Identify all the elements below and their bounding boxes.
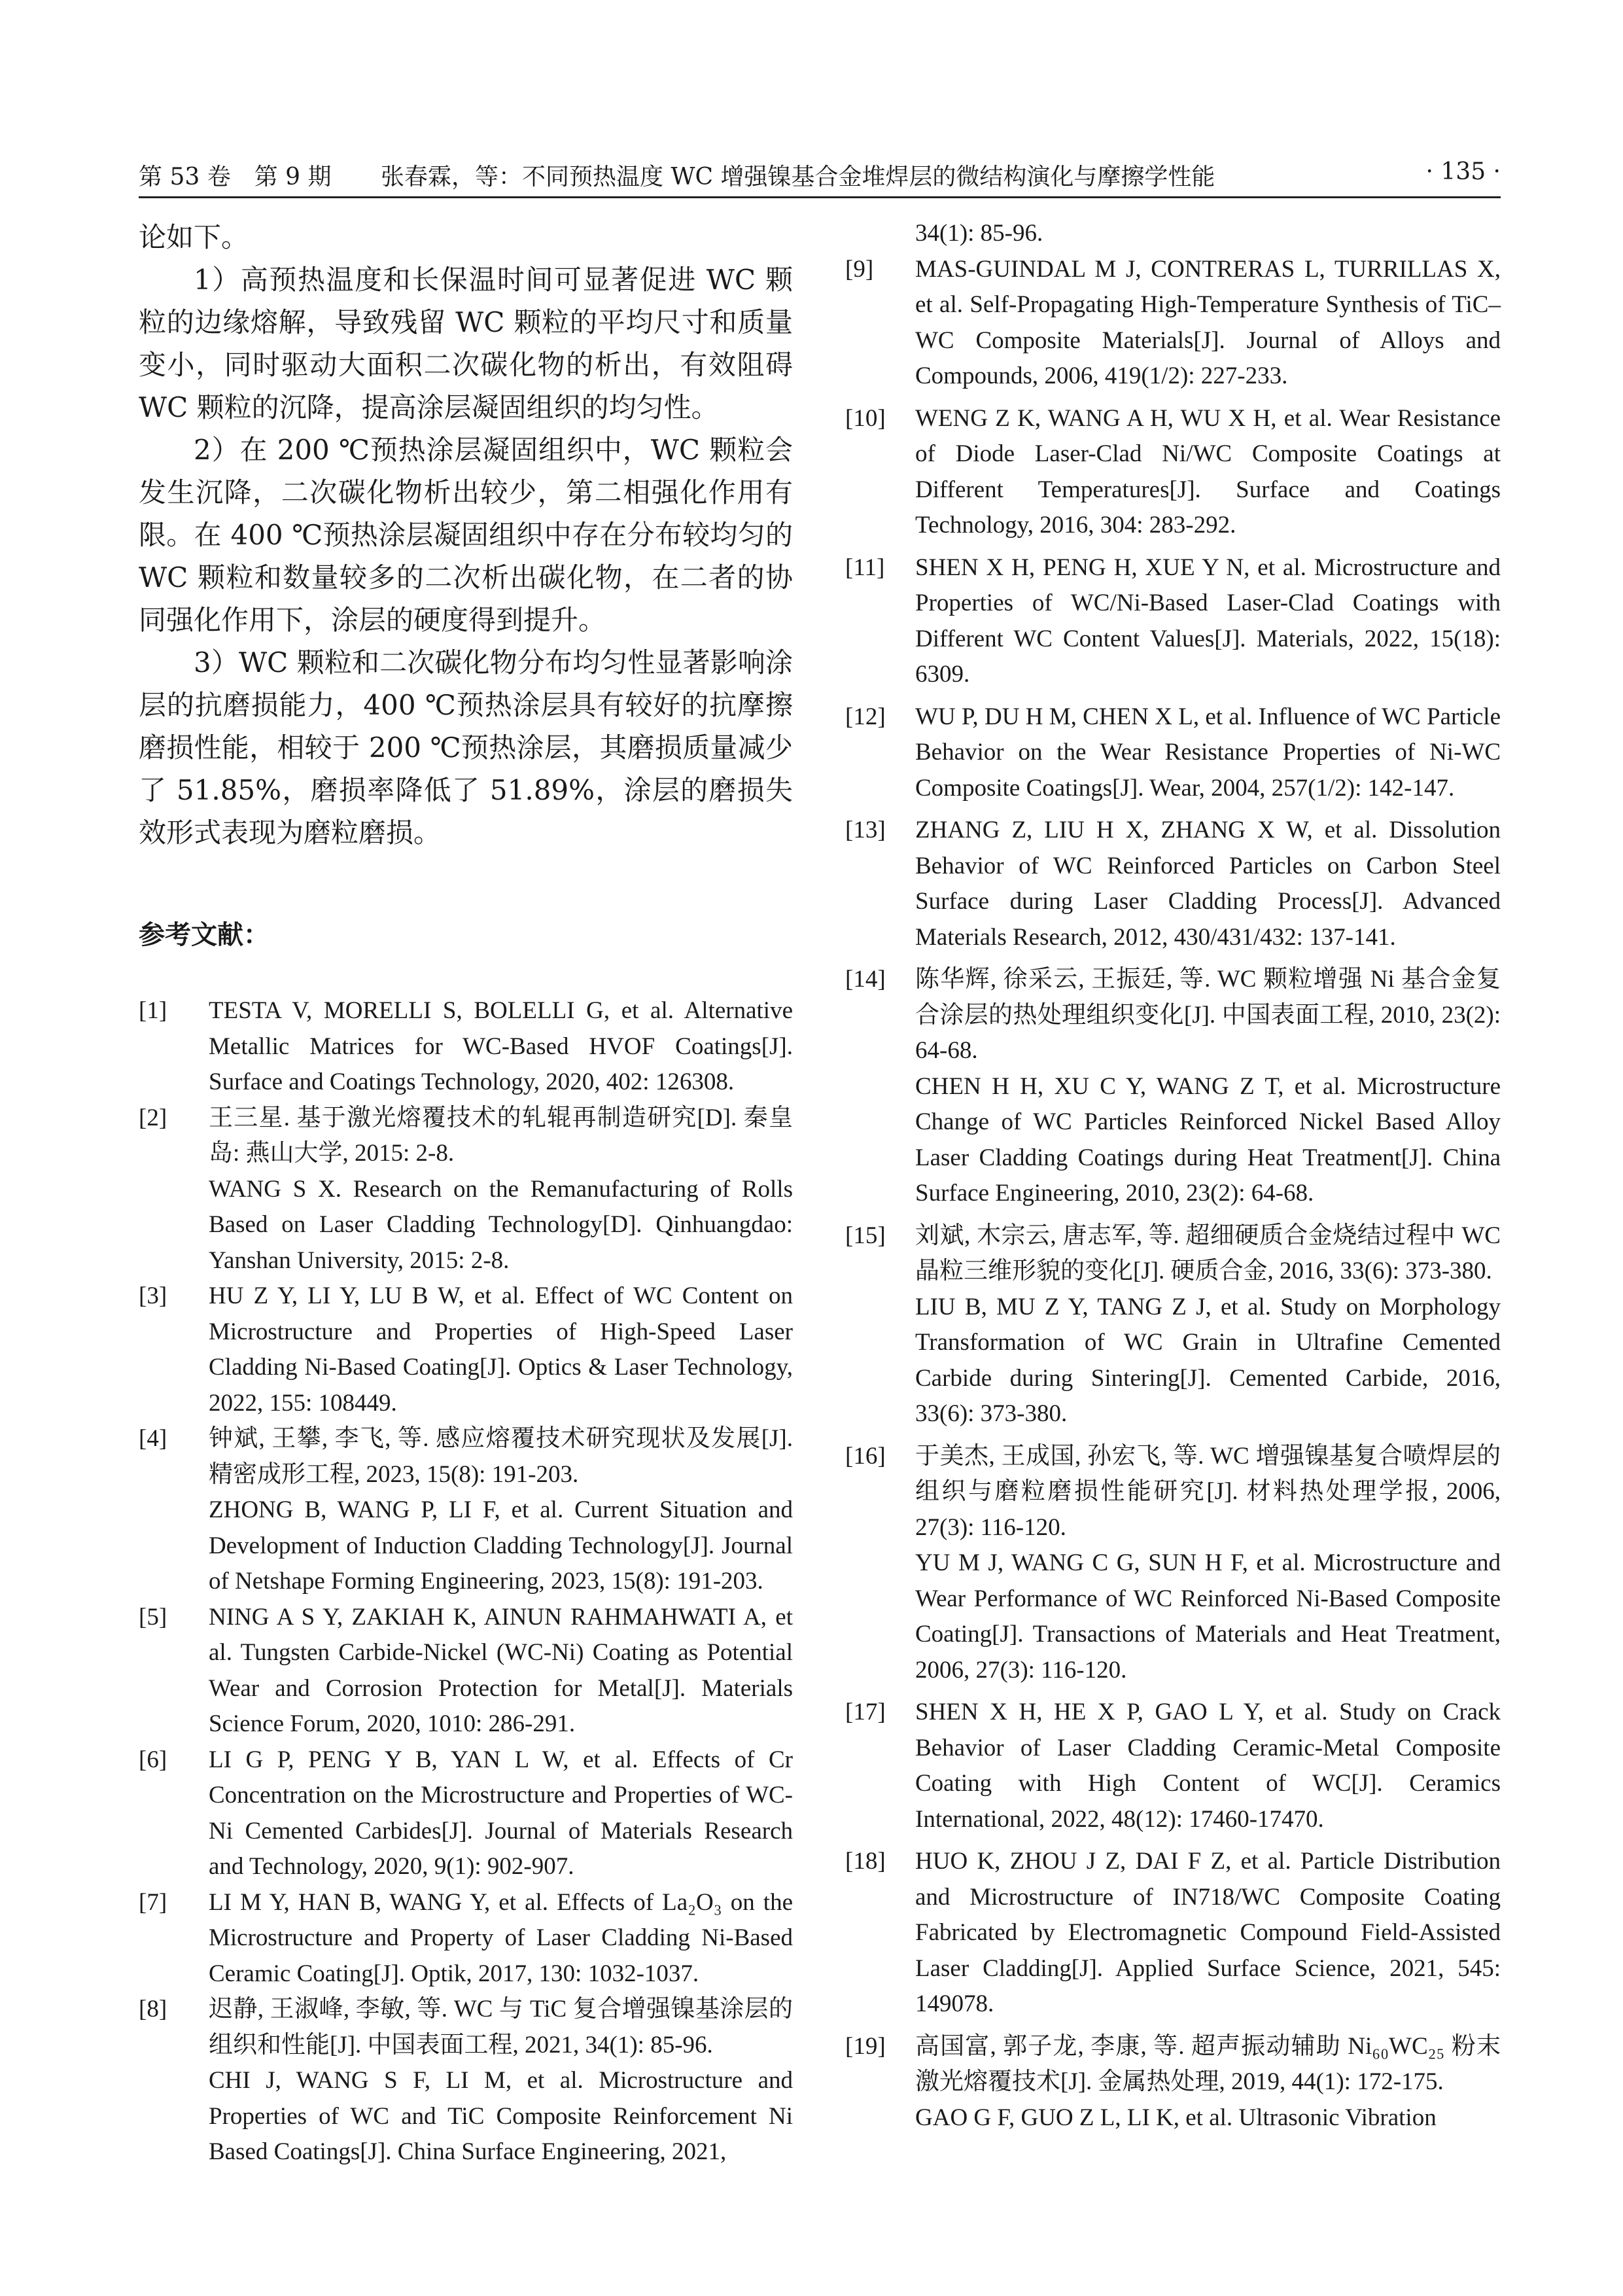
reference-number: [14] bbox=[845, 966, 886, 993]
reference-number: [11] bbox=[845, 554, 885, 581]
reference-number: [18] bbox=[845, 1848, 886, 1875]
reference-line: HU Z Y, LI Y, LU B W, et al. Effect of WC Content on Microstructure and Properties of High-Speed Laser Cladding Ni-Based Coating[J]. Optics & Laser Technology, 2022, 155: 108449. bbox=[209, 1282, 793, 1417]
reference-line: LIU B, MU Z Y, TANG Z J, et al. Study on Morphology Transformation of WC Grain in Ultrafine Cemented Carbide during Sintering[J]. Cemented Carbide, 2016, 33(6): 373-380. bbox=[915, 1293, 1501, 1427]
reference-line: SHEN X H, HE X P, GAO L Y, et al. Study on Crack Behavior of Laser Cladding Ceramic-Metal Composite Coating with High Content of WC[J]. Ceramics International, 2022, 48(12): 17460-17470. bbox=[915, 1699, 1501, 1833]
reference-number: [1] bbox=[139, 997, 167, 1024]
header-divider bbox=[139, 196, 1501, 198]
conclusion-1: 1）高预热温度和长保温时间可显著促进 WC 颗粒的边缘熔解，导致残留 WC 颗粒的平均尺寸和质量变小，同时驱动大面积二次碳化物的析出，有效阻碍 WC 颗粒的沉降，提高涂层凝固组织的均匀性。 bbox=[139, 264, 793, 423]
reference-line: LI M Y, HAN B, WANG Y, et al. Effects of La₂O₃ on the Microstructure and Property of Laser Cladding Ni-Based Ceramic Coating[J]. Optik, 2017, 130: 1032-1037. bbox=[209, 1888, 793, 1987]
reference-entry bbox=[845, 699, 1501, 807]
reference-line: 迟静, 王淑峰, 李敏, 等. WC 与 TiC 复合增强镍基涂层的组织和性能[J]. 中国表面工程, 2021, 34(1): 85-96. bbox=[209, 1996, 793, 2058]
reference-entry bbox=[845, 252, 1501, 395]
reference-line: 刘斌, 木宗云, 唐志军, 等. 超细硬质合金烧结过程中 WC 晶粒三维形貌的变化[J]. 硬质合金, 2016, 33(6): 373-380. bbox=[915, 1222, 1501, 1284]
reference-entry bbox=[845, 1439, 1501, 1689]
reference-number: [8] bbox=[139, 1996, 167, 2022]
reference-entry bbox=[139, 1742, 793, 1885]
reference-entry bbox=[845, 401, 1501, 544]
reference-continuation: 34(1): 85-96. bbox=[915, 220, 1043, 247]
reference-entry bbox=[139, 1600, 793, 1742]
reference-line: CHEN H H, XU C Y, WANG Z T, et al. Microstructure Change of WC Particles Reinforced Nickel Based Alloy Laser Cladding Coatings during Heat Treatment[J]. China Surface Engineering, 2010, 23(2): 64-68. bbox=[915, 1072, 1501, 1207]
reference-number: [19] bbox=[845, 2032, 886, 2060]
reference-line: ZHANG Z, LIU H X, ZHANG X W, et al. Dissolution Behavior of WC Reinforced Particles on Carbon Steel Surface during Laser Cladding Process[J]. Advanced Materials Research, 2012, 430/431/432: 137-141. bbox=[915, 817, 1501, 951]
reference-entry bbox=[139, 1101, 793, 1279]
reference-text bbox=[915, 813, 1501, 955]
reference-entry bbox=[845, 1844, 1501, 2022]
reference-entry bbox=[139, 1279, 793, 1421]
reference-text bbox=[209, 1101, 793, 1279]
reference-number: [9] bbox=[845, 255, 874, 283]
reference-text bbox=[209, 1992, 793, 2170]
reference-line: MAS-GUINDAL M J, CONTRERAS L, TURRILLAS X, et al. Self-Propagating High-Temperature Synthesis of TiC–WC Composite Materials[J]. Journal of Alloys and Compounds, 2006, 419(1/2): 227-233. bbox=[915, 255, 1501, 389]
reference-line: WU P, DU H M, CHEN X L, et al. Influence of WC Particle Behavior on the Wear Resistance Properties of Ni-WC Composite Coatings[J]. Wear, 2004, 257(1/2): 142-147. bbox=[915, 703, 1501, 802]
reference-number: [2] bbox=[139, 1104, 167, 1131]
reference-line: WENG Z K, WANG A H, WU X H, et al. Wear Resistance of Diode Laser-Clad Ni/WC Composite Coatings at Different Temperatures[J]. Surface and Coatings Technology, 2016, 304: 283-292. bbox=[915, 404, 1501, 539]
reference-entry bbox=[139, 1992, 793, 2170]
reference-text bbox=[209, 1421, 793, 1600]
reference-text bbox=[915, 699, 1501, 807]
reference-text bbox=[209, 993, 793, 1101]
reference-line: NING A S Y, ZAKIAH K, AINUN RAHMAHWATI A, et al. Tungsten Carbide-Nickel (WC-Ni) Coating as Potential Wear and Corrosion Protection for Metal[J]. Materials Science Forum, 2020, 1010: 286-291. bbox=[209, 1603, 793, 1737]
conclusion-3: 3）WC 颗粒和二次碳化物分布均匀性显著影响涂层的抗磨损能力，400 ℃预热涂层具有较好的抗摩擦磨损性能，相较于 200 ℃预热涂层，其磨损质量减少了 51.85%，磨损率降低了 51.89%，涂层的磨损失效形式表现为磨粒磨损。 bbox=[139, 646, 793, 849]
reference-text bbox=[915, 1218, 1501, 1432]
reference-entry bbox=[845, 1695, 1501, 1837]
reference-number: [17] bbox=[845, 1699, 886, 1725]
reference-number: [6] bbox=[139, 1746, 167, 1773]
reference-entry bbox=[139, 993, 793, 1101]
references-heading: 参考文献： bbox=[139, 920, 270, 950]
right-column bbox=[845, 216, 1501, 2136]
reference-line: 于美杰, 王成国, 孙宏飞, 等. WC 增强镍基复合喷焊层的组织与磨粒磨损性能研究[J]. 材料热处理学报, 2006, 27(3): 116-120. bbox=[915, 1442, 1501, 1541]
reference-number: [3] bbox=[139, 1282, 167, 1309]
reference-entry bbox=[139, 1885, 793, 1992]
reference-line: SHEN X H, PENG H, XUE Y N, et al. Microstructure and Properties of WC/Ni-Based Laser-Clad Coatings with Different WC Content Values[J]. Materials, 2022, 15(18): 6309. bbox=[915, 554, 1501, 688]
reference-line: CHI J, WANG S F, LI M, et al. Microstructure and Properties of WC and TiC Composite Reinforcement Ni Based Coatings[J]. China Surface Engineering, 2021, bbox=[209, 2067, 793, 2165]
reference-text bbox=[915, 1695, 1501, 1837]
reference-text bbox=[209, 1885, 793, 1992]
reference-text bbox=[915, 962, 1501, 1212]
reference-line: 王三星. 基于激光熔覆技术的轧辊再制造研究[D]. 秦皇岛: 燕山大学, 2015: 2-8. bbox=[209, 1104, 793, 1167]
reference-number: [15] bbox=[845, 1222, 886, 1249]
reference-text bbox=[915, 1439, 1501, 1689]
reference-line: ZHONG B, WANG P, LI F, et al. Current Situation and Development of Induction Cladding Technology[J]. Journal of Netshape Forming Engineering, 2023, 15(8): 191-203. bbox=[209, 1496, 793, 1595]
reference-number: [12] bbox=[845, 703, 886, 730]
reference-entry bbox=[139, 1421, 793, 1600]
page-number: · 135 · bbox=[1425, 158, 1501, 185]
reference-text bbox=[209, 1279, 793, 1421]
reference-line: TESTA V, MORELLI S, BOLELLI G, et al. Alternative Metallic Matrices for WC-Based HVOF Coatings[J]. Surface and Coatings Technology, 2020, 402: 126308. bbox=[209, 997, 793, 1095]
reference-number: [13] bbox=[845, 817, 886, 843]
running-title: 张春霖，等：不同预热温度 WC 增强镍基合金堆焊层的微结构演化与摩擦学性能 bbox=[381, 164, 1215, 190]
reference-number: [5] bbox=[139, 1603, 167, 1631]
running-header bbox=[139, 149, 1501, 195]
reference-line: HUO K, ZHOU J Z, DAI F Z, et al. Particle Distribution and Microstructure of IN718/WC Composite Coating Fabricated by Electromagnetic Compound Field-Assisted Laser Cladding[J]. Applied Surface Science, 2021, 545: 149078. bbox=[915, 1848, 1501, 2017]
reference-text bbox=[915, 550, 1501, 693]
left-column bbox=[139, 216, 793, 2170]
reference-number: [7] bbox=[139, 1888, 167, 1916]
reference-line: WANG S X. Research on the Remanufacturing of Rolls Based on Laser Cladding Technology[D]. Qinhuangdao: Yanshan University, 2015: 2-8. bbox=[209, 1175, 793, 1274]
reference-line: 陈华辉, 徐采云, 王振廷, 等. WC 颗粒增强 Ni 基合金复合涂层的热处理组织变化[J]. 中国表面工程, 2010, 23(2): 64-68. bbox=[915, 966, 1501, 1064]
reference-entry bbox=[845, 962, 1501, 1212]
reference-text bbox=[209, 1742, 793, 1885]
reference-text bbox=[915, 1844, 1501, 2022]
reference-entry bbox=[845, 550, 1501, 693]
reference-list-left bbox=[139, 993, 793, 2170]
reference-entry bbox=[845, 1218, 1501, 1432]
reference-entry bbox=[845, 2029, 1501, 2136]
reference-line: YU M J, WANG C G, SUN H F, et al. Microstructure and Wear Performance of WC Reinforced Ni-Based Composite Coating[J]. Transactions of Materials and Heat Treatment, 2006, 27(3): 116-120. bbox=[915, 1549, 1501, 1684]
reference-line: 高国富, 郭子龙, 李康, 等. 超声振动辅助 Ni₆₀WC₂₅ 粉末激光熔覆技术[J]. 金属热处理, 2019, 44(1): 172-175. bbox=[915, 2032, 1501, 2095]
reference-number: [4] bbox=[139, 1425, 167, 1452]
reference-line: 钟斌, 王攀, 李飞, 等. 感应熔覆技术研究现状及发展[J]. 精密成形工程, 2023, 15(8): 191-203. bbox=[209, 1425, 793, 1488]
reference-number: [10] bbox=[845, 404, 886, 432]
conclusion-2: 2）在 200 ℃预热涂层凝固组织中，WC 颗粒会发生沉降，二次碳化物析出较少，第二相强化作用有限。在 400 ℃预热涂层凝固组织中存在分布较均匀的 WC 颗粒和数量较多的二次析出碳化物，在二者的协同强化作用下，涂层的硬度得到提升。 bbox=[139, 434, 793, 636]
volume-issue: 第 53 卷 第 9 期 bbox=[139, 164, 332, 190]
reference-line: LI G P, PENG Y B, YAN L W, et al. Effects of Cr Concentration on the Microstructure and Properties of WC-Ni Cemented Carbides[J]. Journal of Materials Research and Technology, 2020, 9(1): 902-907. bbox=[209, 1746, 793, 1880]
reference-text bbox=[915, 2029, 1501, 2136]
reference-list-right bbox=[845, 252, 1501, 2136]
reference-text bbox=[915, 252, 1501, 395]
reference-text bbox=[209, 1600, 793, 1742]
intro-text: 论如下。 bbox=[139, 221, 249, 253]
reference-line: GAO G F, GUO Z L, LI K, et al. Ultrasonic Vibration bbox=[915, 2104, 1437, 2131]
reference-number: [16] bbox=[845, 1442, 886, 1470]
reference-text bbox=[915, 401, 1501, 544]
reference-entry bbox=[845, 813, 1501, 955]
